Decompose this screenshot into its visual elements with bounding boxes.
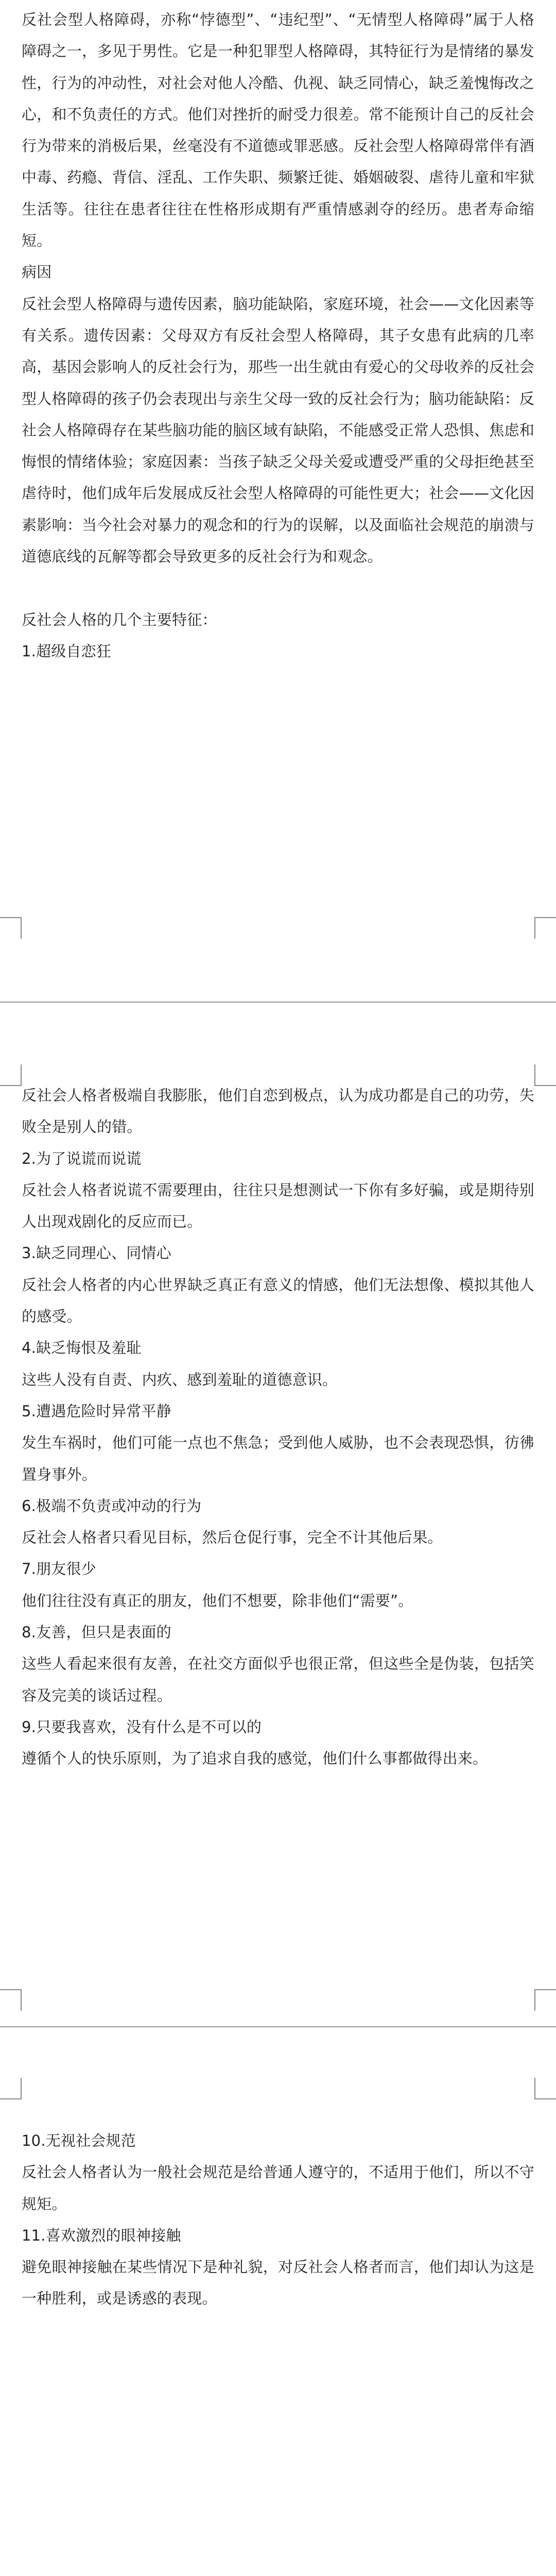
crop-mark-bottom-right	[534, 917, 556, 939]
feature-3-text: 反社会人格者的内心世界缺乏真正有意义的情感，他们无法想像、模拟其他人的感受。	[22, 1276, 534, 1326]
feature-10-title: 10.无视社会规范	[22, 2132, 136, 2149]
feature-9-title: 9.只要我喜欢，没有什么是不可以的	[22, 1718, 262, 1736]
document-page-1	[0, 0, 556, 935]
crop-mark-bottom-right	[534, 1989, 556, 2011]
feature-2-text: 反社会人格者说谎不需要理由，往往只是想测试一下你有多好骗，或是期待别人出现戏剧化的反应而已。	[22, 1181, 534, 1231]
crop-mark-top-right	[534, 2078, 556, 2099]
paragraph-etiology: 反社会型人格障碍与遗传因素，脑功能缺陷，家庭环境，社会——文化因素等有关系。遗传因素：父母双方有反社会型人格障碍，其子女患有此病的几率高，基因会影响人的反社会行为，那些一出生就由有爱心的父母收养的反社会型人格障碍的孩子仍会表现出与亲生父母一致的反社会行为；脑功能缺陷：反社会人格障碍存在某些脑功能的脑区域有缺陷，不能感受正常人恐惧、焦虑和悔恨的情绪体验；家庭因素：当孩子缺乏父母关爱或遭受严重的父母拒绝甚至虐待时，他们成年后发展成反社会型人格障碍的可能性更大；社会——文化因素影响：当今社会对暴力的观念和的行为的误解，以及面临社会规范的崩溃与道德底线的瓦解等都会导致更多的反社会行为和观念。	[22, 295, 534, 566]
document-page-3	[0, 2027, 556, 2576]
feature-1-text: 反社会人格者极端自我膨胀，他们自恋到极点，认为成功都是自己的功劳，失败全是别人的错。	[22, 1087, 534, 1136]
feature-6-title: 6.极端不负责或冲动的行为	[22, 1497, 202, 1515]
paragraph-intro: 反社会型人格障碍，亦称“悖德型”、“违纪型”、“无情型人格障碍”属于人格障碍之一，多见于男性。它是一种犯罪型人格障碍，其特征行为是情绪的暴发性，行为的冲动性，对社会对他人冷酷、仇视、缺乏同情心，缺乏羞愧悔改之心，和不负责任的方式。他们对挫折的耐受力很差。常不能预计自己的反社会行为带来的消极后果，丝毫没有不道德或罪恶感。反社会型人格障碍常伴有酒中毒、药瘾、背信、淫乱、工作失职、频繁迁徙、婚姻破裂、虐待儿童和牢狱生活等。往往在患者往往在性格形成期有严重情感剥夺的经历。患者寿命缩短。	[22, 11, 534, 250]
page-2-content	[22, 1080, 534, 1775]
crop-mark-bottom-left	[0, 917, 22, 939]
crop-mark-bottom-left	[0, 1989, 22, 2011]
feature-4-title: 4.缺乏悔恨及羞耻	[22, 1339, 142, 1357]
feature-5-text: 发生车祸时，他们可能一点也不焦急；受到他人威胁，也不会表现恐惧，彷彿置身事外。	[22, 1434, 534, 1483]
crop-mark-top-right	[534, 1064, 556, 1086]
feature-1-title: 1.超级自恋狂	[22, 642, 112, 660]
blank-line	[22, 572, 534, 604]
feature-10-text: 反社会人格者认为一般社会规范是给普通人遵守的，不适用于他们，所以不守规矩。	[22, 2163, 534, 2213]
page-3-content	[22, 2125, 534, 2315]
feature-9-text: 遵循个人的快乐原则，为了追求自我的感觉，他们什么事都做得出来。	[22, 1750, 488, 1768]
feature-11-text: 避免眼神接触在某些情况下是种礼貌，对反社会人格者而言，他们却认为这是一种胜利，或是诱惑的表现。	[22, 2258, 534, 2308]
heading-main-features: 反社会人格的几个主要特征：	[22, 611, 217, 629]
heading-etiology: 病因	[22, 263, 52, 281]
feature-6-text: 反社会人格者只看见目标，然后仓促行事，完全不计其他后果。	[22, 1529, 443, 1547]
feature-8-text: 这些人看起来很有友善，在社交方面似乎也很正常，但这些全是伪装，包括笑容及完美的谈话过程。	[22, 1655, 534, 1704]
crop-mark-top-left	[0, 1064, 22, 1086]
page-1-content	[22, 4, 534, 667]
feature-8-title: 8.友善，但只是表面的	[22, 1623, 171, 1641]
feature-4-text: 这些人没有自责、内疚、感到羞耻的道德意识。	[22, 1370, 338, 1388]
crop-mark-top-left	[0, 2078, 22, 2099]
document-page-2	[0, 1003, 556, 2010]
feature-2-title: 2.为了说谎而说谎	[22, 1149, 142, 1167]
feature-7-title: 7.朋友很少	[22, 1560, 96, 1578]
feature-3-title: 3.缺乏同理心、同情心	[22, 1244, 171, 1262]
feature-7-text: 他们往往没有真正的朋友，他们不想要，除非他们“需要”。	[22, 1591, 413, 1609]
feature-11-title: 11.喜欢激烈的眼神接触	[22, 2226, 181, 2244]
feature-5-title: 5.遭遇危险时异常平静	[22, 1402, 171, 1420]
